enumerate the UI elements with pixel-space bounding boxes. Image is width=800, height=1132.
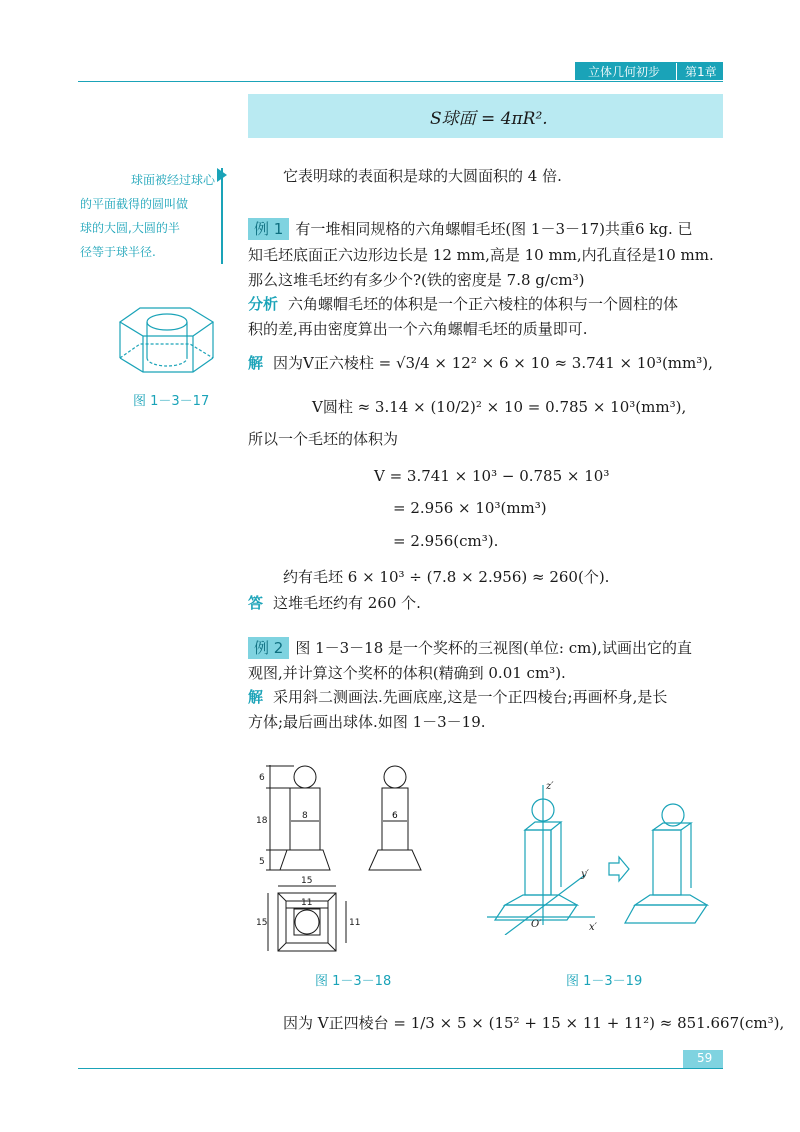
count-line: 约有毛坯 6 × 10³ ÷ (7.8 × 2.956) ≈ 260(个). bbox=[283, 568, 610, 586]
solution-line-2: V圆柱 ≈ 3.14 × (10/2)² × 10 = 0.785 × 10³(mm³), bbox=[312, 398, 687, 416]
final-formula-line: 因为 V正四棱台 = 1/3 × 5 × (15² + 15 × 11 + 11²) ≈ 851.667(cm³), bbox=[283, 1014, 785, 1032]
dim-6-side: 6 bbox=[392, 811, 398, 821]
analysis-line-1: 分析 六角螺帽毛坯的体积是一个正六棱柱的体积与一个圆柱的体 bbox=[248, 295, 679, 313]
example2-solution-label: 解 bbox=[248, 688, 264, 706]
answer-line: 答 这堆毛坯约有 260 个. bbox=[248, 594, 421, 612]
dim-6: 6 bbox=[259, 773, 265, 783]
equation-3: = 2.956(cm³). bbox=[393, 532, 499, 550]
figure19-caption: 图 1－3－19 bbox=[566, 974, 643, 989]
analysis-label: 分析 bbox=[248, 295, 279, 313]
axis-x-label: x′ bbox=[589, 922, 597, 933]
trophy-side-view bbox=[355, 745, 435, 875]
margin-note bbox=[80, 168, 223, 264]
header-rule bbox=[78, 81, 723, 82]
example2-solution-1: 解 采用斜二测画法.先画底座,这是一个正四棱台;再画杯身,是长 bbox=[248, 688, 668, 706]
margin-note-line: 球面被经过球心 bbox=[130, 173, 215, 187]
example1-line-1: 例 1 有一堆相同规格的六角螺帽毛坯(图 1－3－17)共重6 kg. 已 bbox=[248, 218, 693, 240]
example1-tag: 例 1 bbox=[248, 218, 289, 240]
margin-note-line: 的平面截得的圆叫做 bbox=[80, 197, 189, 211]
solution-line-1: 解 因为V正六棱柱 = √3/4 × 12² × 6 × 10 ≈ 3.741 × 10³(mm³), bbox=[248, 354, 713, 372]
example2-line-1: 例 2 图 1－3－18 是一个奖杯的三视图(单位: cm),试画出它的直 bbox=[248, 637, 692, 659]
equation-1: V = 3.741 × 10³ − 0.785 × 10³ bbox=[374, 467, 610, 485]
solution-label: 解 bbox=[248, 354, 264, 372]
example1-line-2: 知毛坯底面正六边形边长是 12 mm,高是 10 mm,内孔直径是10 mm. bbox=[248, 246, 714, 264]
dim-11-top: 11 bbox=[301, 898, 313, 908]
trophy-three-views bbox=[250, 745, 365, 965]
dim-15-side: 15 bbox=[256, 918, 268, 928]
axis-z-label: z′ bbox=[546, 781, 554, 792]
example2-solution-2: 方体;最后画出球体.如图 1－3－19. bbox=[248, 713, 486, 731]
header-section: 立体几何初步 bbox=[588, 65, 661, 79]
dim-15-top: 15 bbox=[301, 876, 313, 886]
dim-18: 18 bbox=[256, 816, 268, 826]
answer-label: 答 bbox=[248, 594, 264, 612]
trophy-oblique-drawing bbox=[485, 775, 725, 935]
example1-line-3: 那么这堆毛坯约有多少个?(铁的密度是 7.8 g/cm³) bbox=[248, 271, 585, 289]
page-number: 59 bbox=[697, 1051, 713, 1065]
footer-rule bbox=[78, 1068, 723, 1069]
margin-note-line: 球的大圆,大圆的半 bbox=[80, 221, 180, 235]
equation-2: = 2.956 × 10³(mm³) bbox=[393, 499, 547, 517]
hex-nut-figure bbox=[115, 300, 235, 380]
figure18-caption: 图 1－3－18 bbox=[315, 974, 392, 989]
dim-5: 5 bbox=[259, 857, 265, 867]
margin-note-line: 径等于球半径. bbox=[80, 245, 156, 259]
analysis-line-2: 积的差,再由密度算出一个六角螺帽毛坯的质量即可. bbox=[248, 320, 588, 338]
figure17-caption: 图 1－3－17 bbox=[133, 394, 210, 409]
axis-y-label: y′ bbox=[581, 869, 589, 880]
dim-11-side: 11 bbox=[349, 918, 361, 928]
dim-8: 8 bbox=[302, 811, 308, 821]
example2-tag: 例 2 bbox=[248, 637, 289, 659]
sphere-area-formula: S球面 = 4πR². bbox=[430, 109, 548, 129]
header-chapter: 第1章 bbox=[676, 63, 717, 80]
margin-arrow-icon bbox=[217, 168, 227, 182]
example2-line-2: 观图,并计算这个奖杯的体积(精确到 0.01 cm³). bbox=[248, 664, 566, 682]
solution-line-3: 所以一个毛坯的体积为 bbox=[248, 430, 399, 448]
origin-label: O′ bbox=[531, 919, 542, 930]
intro-text: 它表明球的表面积是球的大圆面积的 4 倍. bbox=[283, 167, 562, 185]
